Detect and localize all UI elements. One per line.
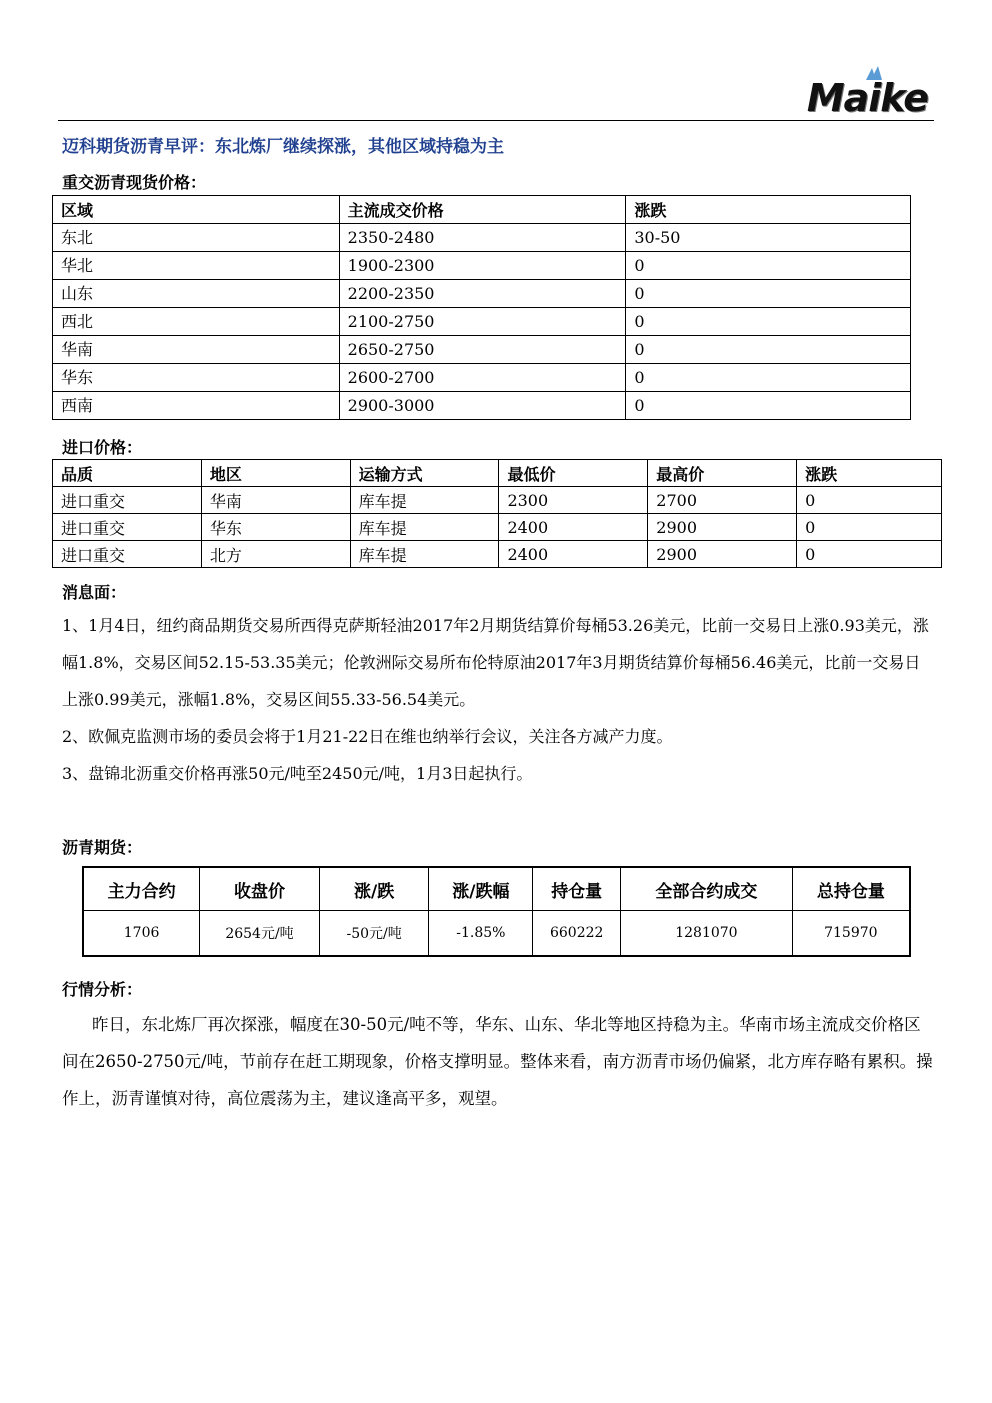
column-header: 持仓量 (533, 867, 621, 911)
column-header: 涨/跌 (319, 867, 429, 911)
table-cell: 华南 (201, 487, 350, 514)
table-cell: 进口重交 (53, 514, 202, 541)
futures-heading: 沥青期货： (62, 838, 143, 857)
table-cell: 2654元/吨 (200, 911, 320, 957)
import-price-table (52, 459, 942, 568)
table-cell: 0 (626, 308, 911, 336)
news-list (62, 607, 934, 792)
news-item: 3、盘锦北沥重交价格再涨50元/吨至2450元/吨，1月3日起执行。 (62, 764, 533, 783)
page-header (58, 60, 934, 121)
table-cell: 2600-2700 (339, 364, 626, 392)
table-row (53, 224, 911, 252)
column-header: 主力合约 (83, 867, 200, 911)
table-cell: 2350-2480 (339, 224, 626, 252)
table-cell: 库车提 (350, 487, 499, 514)
news-heading: 消息面： (62, 583, 127, 602)
table-cell: 进口重交 (53, 541, 202, 568)
column-header: 地区 (201, 460, 350, 487)
table-cell: 库车提 (350, 541, 499, 568)
table-row (53, 280, 911, 308)
table-row (53, 252, 911, 280)
analysis-text: 昨日，东北炼厂再次探涨，幅度在30-50元/吨不等，华东、山东、华北等地区持稳为主。华南市场主流成交价格区间在2650-2750元/吨，节前存在赶工期现象，价格支撑明显。整体来看，南方沥青市场仍偏紧，北方库存略有累积。操作上，沥青谨慎对待，高位震荡为主，建议逢高平多，观望。 (62, 1015, 933, 1108)
column-header: 涨跌 (797, 460, 942, 487)
table-cell: 0 (626, 336, 911, 364)
table-cell: 2650-2750 (339, 336, 626, 364)
table-cell: 1281070 (621, 911, 793, 957)
table-cell: 2400 (499, 541, 648, 568)
table-cell: 西南 (53, 392, 340, 420)
table-cell: 0 (626, 280, 911, 308)
column-header: 涨跌 (626, 196, 911, 224)
news-item: 2、欧佩克监测市场的委员会将于1月21-22日在维也纳举行会议，关注各方减产力度。 (62, 727, 673, 746)
table-cell: 0 (797, 514, 942, 541)
table-cell: 660222 (533, 911, 621, 957)
column-header: 全部合约成交 (621, 867, 793, 911)
table-row (53, 364, 911, 392)
table-row (83, 911, 910, 957)
column-header: 区域 (53, 196, 340, 224)
table-cell: 0 (626, 392, 911, 420)
table-cell: 华北 (53, 252, 340, 280)
table-cell: 0 (797, 541, 942, 568)
column-header: 最高价 (648, 460, 797, 487)
table-row (53, 541, 942, 568)
table-row (53, 514, 942, 541)
table-row (53, 487, 942, 514)
column-header: 收盘价 (200, 867, 320, 911)
table-cell: 东北 (53, 224, 340, 252)
table-row (53, 392, 911, 420)
table-cell: 2900-3000 (339, 392, 626, 420)
table-cell: 2900 (648, 541, 797, 568)
table-cell: 2300 (499, 487, 648, 514)
table-cell: 1900-2300 (339, 252, 626, 280)
column-header: 品质 (53, 460, 202, 487)
column-header: 总持仓量 (792, 867, 910, 911)
table-cell: 1706 (83, 911, 200, 957)
column-header: 涨/跌幅 (429, 867, 533, 911)
table-cell: 2100-2750 (339, 308, 626, 336)
column-header: 最低价 (499, 460, 648, 487)
table-cell: 北方 (201, 541, 350, 568)
spot-price-table (52, 195, 911, 420)
futures-table (82, 866, 911, 957)
table-cell: 西北 (53, 308, 340, 336)
table-cell: -1.85% (429, 911, 533, 957)
column-header: 运输方式 (350, 460, 499, 487)
column-header: 主流成交价格 (339, 196, 626, 224)
table-cell: 30-50 (626, 224, 911, 252)
company-logo: Maike (806, 76, 928, 120)
table-cell: 库车提 (350, 514, 499, 541)
table-cell: 0 (626, 252, 911, 280)
news-item: 1、1月4日，纽约商品期货交易所西得克萨斯轻油2017年2月期货结算价每桶53.26美元，比前一交易日上涨0.93美元，涨幅1.8%，交易区间52.15-53.35美元；伦敦洲际交易所布伦特原油2017年3月期货结算价每桶56.46美元，比前一交易日上涨0.99美元，涨幅1.8%，交易区间55.33-56.54美元。 (62, 616, 929, 709)
table-cell: 0 (797, 487, 942, 514)
table-cell: 华南 (53, 336, 340, 364)
report-title: 迈科期货沥青早评：东北炼厂继续探涨，其他区域持稳为主 (62, 137, 504, 157)
table-cell: -50元/吨 (319, 911, 429, 957)
table-row (53, 336, 911, 364)
analysis-heading: 行情分析： (62, 980, 143, 999)
table-cell: 2900 (648, 514, 797, 541)
table-cell: 0 (626, 364, 911, 392)
spot-price-heading: 重交沥青现货价格： (62, 173, 207, 192)
table-cell: 2700 (648, 487, 797, 514)
table-cell: 2400 (499, 514, 648, 541)
table-cell: 进口重交 (53, 487, 202, 514)
table-cell: 华东 (201, 514, 350, 541)
table-cell: 715970 (792, 911, 910, 957)
table-cell: 山东 (53, 280, 340, 308)
table-row (53, 308, 911, 336)
import-price-heading: 进口价格： (62, 438, 143, 457)
table-cell: 2200-2350 (339, 280, 626, 308)
table-cell: 华东 (53, 364, 340, 392)
